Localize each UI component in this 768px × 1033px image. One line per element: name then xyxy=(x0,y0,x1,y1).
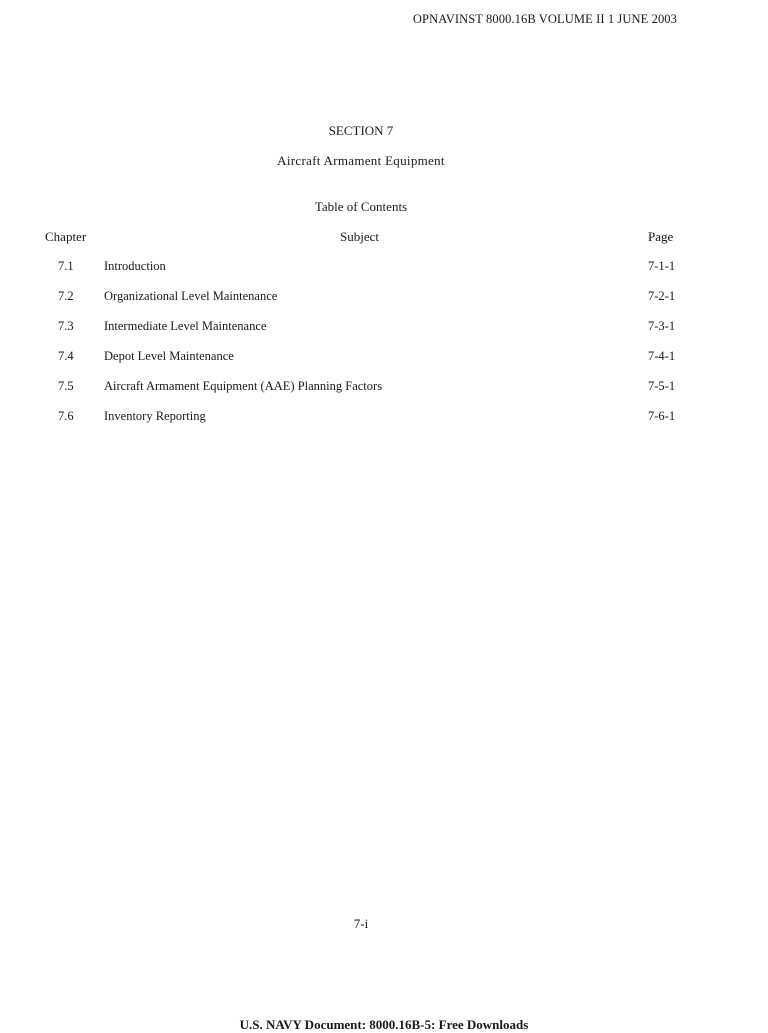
chapter-page: 7-2-1 xyxy=(648,289,676,303)
column-header-chapter: Chapter xyxy=(45,229,87,244)
column-header-subject: Subject xyxy=(340,229,379,244)
chapter-subject: Depot Level Maintenance xyxy=(104,349,234,363)
table-of-contents-title: Table of Contents xyxy=(314,199,408,214)
chapter-subject: Aircraft Armament Equipment (AAE) Planning Factors xyxy=(104,379,383,393)
chapter-page: 7-3-1 xyxy=(648,319,676,333)
chapter-page: 7-6-1 xyxy=(648,409,676,423)
chapter-page: 7-4-1 xyxy=(648,349,676,363)
chapter-page: 7-1-1 xyxy=(648,259,676,273)
toc-row[interactable] xyxy=(0,259,768,289)
chapter-number: 7.6 xyxy=(58,409,74,423)
chapter-number: 7.2 xyxy=(58,289,74,303)
toc-row[interactable] xyxy=(0,289,768,319)
chapter-subject: Intermediate Level Maintenance xyxy=(104,319,267,333)
section-title: SECTION 7 xyxy=(328,123,394,138)
section-subtitle: Aircraft Armament Equipment xyxy=(277,153,445,168)
toc-row[interactable] xyxy=(0,379,768,409)
chapter-number: 7.3 xyxy=(58,319,74,333)
chapter-page: 7-5-1 xyxy=(648,379,676,393)
document-reference-header: OPNAVINST 8000.16B VOLUME II 1 JUNE 2003 xyxy=(412,12,677,26)
download-banner[interactable]: U.S. NAVY Document: 8000.16B-5: Free Downloads xyxy=(239,1017,529,1032)
toc-row[interactable] xyxy=(0,409,768,439)
chapter-number: 7.5 xyxy=(58,379,74,393)
chapter-number: 7.1 xyxy=(58,259,74,273)
page-number: 7-i xyxy=(353,916,369,931)
table-of-contents-list xyxy=(0,259,768,439)
chapter-subject: Inventory Reporting xyxy=(104,409,206,423)
chapter-subject: Introduction xyxy=(104,259,166,273)
chapter-number: 7.4 xyxy=(58,349,74,363)
toc-row[interactable] xyxy=(0,319,768,349)
chapter-subject: Organizational Level Maintenance xyxy=(104,289,278,303)
column-header-page: Page xyxy=(648,229,674,244)
toc-row[interactable] xyxy=(0,349,768,379)
